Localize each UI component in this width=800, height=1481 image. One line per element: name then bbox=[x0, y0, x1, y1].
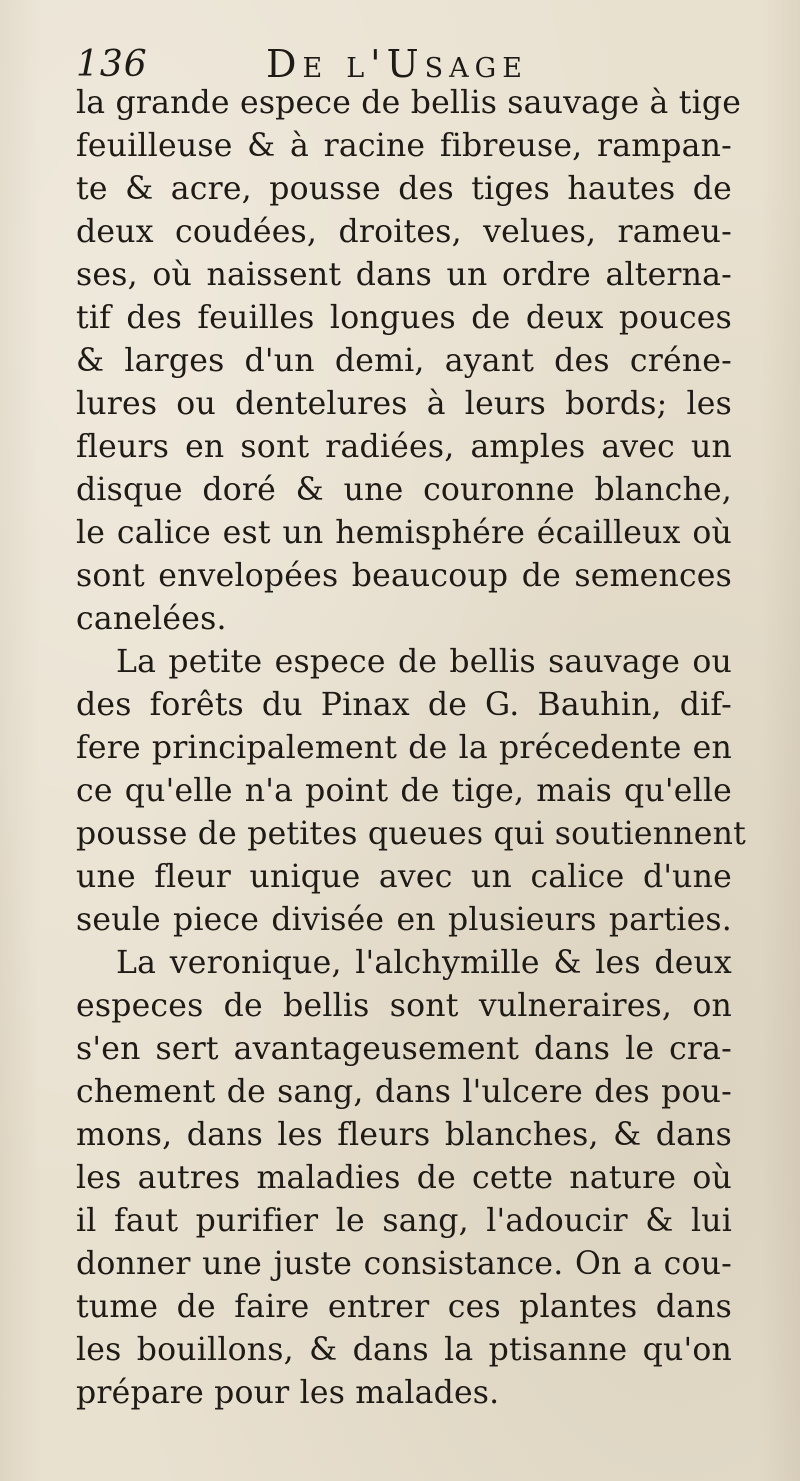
text-line: fleurs en sont radiées, amples avec un bbox=[76, 429, 732, 465]
text-line: les bouillons, & dans la ptisanne qu'on bbox=[76, 1332, 732, 1368]
body-text bbox=[76, 82, 746, 1415]
text-line: La petite espece de bellis sauvage ou bbox=[116, 644, 732, 680]
running-head: De l'Usage bbox=[266, 42, 528, 86]
text-line: le calice est un hemisphére écailleux où bbox=[76, 515, 732, 551]
text-line: La veronique, l'alchymille & les deux bbox=[116, 945, 732, 981]
text-line: especes de bellis sont vulneraires, on bbox=[76, 988, 732, 1024]
text-line: ses, où naissent dans un ordre alterna- bbox=[76, 257, 732, 293]
text-line: il faut purifier le sang, l'adoucir & lui bbox=[76, 1203, 732, 1239]
text-line: & larges d'un demi, ayant des créne- bbox=[76, 343, 732, 379]
text-line: te & acre, pousse des tiges hautes de bbox=[76, 171, 732, 207]
text-line: pousse de petites queues qui soutiennent bbox=[76, 816, 746, 852]
text-line: canelées. bbox=[76, 601, 227, 637]
paragraph-1 bbox=[76, 82, 742, 641]
text-line: donner une juste consistance. On a cou- bbox=[76, 1246, 732, 1282]
text-line: s'en sert avantageusement dans le cra- bbox=[76, 1031, 732, 1067]
text-line: fere principalement de la précedente en bbox=[76, 730, 732, 766]
paragraph-3 bbox=[76, 942, 732, 1415]
text-line: ce qu'elle n'a point de tige, mais qu'elle bbox=[76, 773, 732, 809]
text-line: prépare pour les malades. bbox=[76, 1375, 500, 1411]
text-line: la grande espece de bellis sauvage à tige bbox=[76, 85, 742, 121]
text-line: mons, dans les fleurs blanches, & dans bbox=[76, 1117, 732, 1153]
text-line: lures ou dentelures à leurs bords; les bbox=[76, 386, 732, 422]
text-line: les autres maladies de cette nature où bbox=[76, 1160, 732, 1196]
text-line: feuilleuse & à racine fibreuse, rampan- bbox=[76, 128, 732, 164]
page-number: 136 bbox=[76, 44, 148, 85]
text-line: sont envelopées beaucoup de semences bbox=[76, 558, 732, 594]
text-line: tif des feuilles longues de deux pouces bbox=[76, 300, 732, 336]
text-line: deux coudées, droites, velues, rameu- bbox=[76, 214, 732, 250]
text-line: tume de faire entrer ces plantes dans bbox=[76, 1289, 732, 1325]
text-line: chement de sang, dans l'ulcere des pou- bbox=[76, 1074, 732, 1110]
text-line: disque doré & une couronne blanche, bbox=[76, 472, 732, 508]
text-line: seule piece divisée en plusieurs parties. bbox=[76, 902, 732, 938]
text-line: des forêts du Pinax de G. Bauhin, dif- bbox=[76, 687, 732, 723]
paragraph-2 bbox=[76, 641, 746, 942]
text-line: une fleur unique avec un calice d'une bbox=[76, 859, 732, 895]
